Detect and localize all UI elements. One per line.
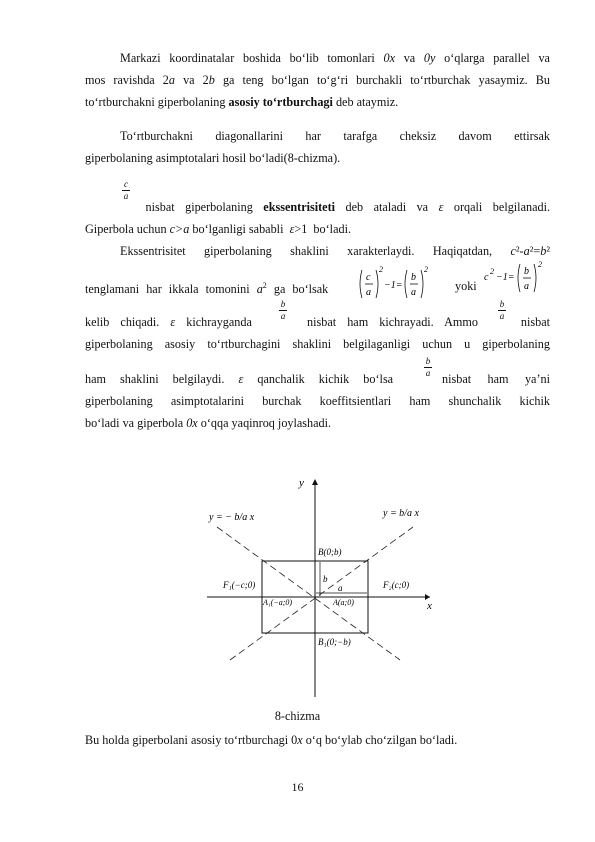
paragraph-4-line-5a: ham shaklini belgilaydi. ε qanchalik kichik bo‘lsa	[85, 372, 394, 386]
svg-text:a: a	[524, 281, 529, 292]
fraction-c-over-a: $\frac{c}{a}$	[123, 179, 129, 201]
point-a-label: A(a;0)	[333, 598, 354, 607]
svg-text:−1=: −1=	[496, 272, 515, 283]
svg-text:−1=: −1=	[384, 280, 403, 291]
asymptote-left-label: y = − b/a x	[209, 512, 255, 523]
fraction-b-over-a-1: $\frac{b}{a}$	[280, 299, 286, 321]
svg-text:2: 2	[538, 260, 542, 269]
svg-text:b: b	[411, 272, 416, 283]
closing-line: Bu holda giperbolani asosiy to‘rtburchagi 0x o‘q bo‘ylab cho‘zilgan bo‘ladi.	[85, 733, 458, 747]
page-number: 16	[291, 780, 304, 794]
fraction-b-over-a-2: $\frac{b}{a}$	[499, 299, 505, 321]
fraction-b-over-a-3: $\frac{b}{a}$	[425, 356, 431, 378]
svg-text:2: 2	[424, 265, 428, 274]
formula-c-squared	[482, 258, 550, 302]
paragraph-1-line-3: to‘rtburchakni giperbolaning asosiy to‘rtburchagi deb ataymiz.	[85, 95, 399, 109]
svg-text:2: 2	[490, 267, 494, 276]
svg-text:b: b	[524, 266, 529, 277]
point-b1-label: B₁(0;−b)	[318, 637, 351, 647]
segment-a-label: a	[338, 583, 343, 593]
paragraph-4-line-2a: tenglamani har ikkala tomonini $a^2$ ga bo‘lsak	[85, 281, 329, 297]
paragraph-1-line-1: Markazi koordinatalar boshida bo‘lib tomonlari 0x va 0y o‘qlarga parallel va	[120, 51, 550, 65]
paragraph-4-line-3a: kelib chiqadi. ε kichrayganda	[85, 315, 252, 329]
hyperbola-figure	[195, 475, 440, 700]
paragraph-4-line-3c: nisbat	[520, 315, 550, 329]
asymptote-right-label: y = b/a x	[383, 508, 419, 519]
focus-left-label: F₁(−c;0)	[223, 580, 256, 590]
svg-text:a: a	[411, 287, 416, 298]
paragraph-4-line-1: Ekssentrisitet giperbolaning shaklini xarakterlaydi. Haqiqatdan, c²-a²=b²	[120, 244, 550, 258]
point-b-label: B(0;b)	[318, 547, 342, 557]
svg-text:c: c	[484, 272, 489, 283]
focus-right-label: F₂(c;0)	[383, 580, 410, 590]
paragraph-2-line-2: giperbolaning asimptotalari hosil bo‘ladi(8-chizma).	[85, 151, 341, 165]
x-axis-label: x	[427, 600, 432, 612]
svg-text:2: 2	[379, 265, 383, 274]
paragraph-4-line-7: bo‘ladi va giperbola 0x o‘qqa yaqinroq joylashadi.	[85, 416, 332, 430]
svg-text:a: a	[366, 287, 371, 298]
point-a1-label: A₁(−a;0)	[263, 598, 293, 607]
paragraph-2-line-1: To‘rtburchakni diagonallarini har tarafga cheksiz davom ettirsak	[120, 129, 550, 143]
paragraph-1-line-2: mos ravishda 2a va 2b ga teng bo‘lgan to‘g‘ri burchakli to‘rtburchak yasaymiz. Bu	[85, 73, 550, 87]
y-axis-label: y	[299, 477, 304, 489]
paragraph-4-line-5b: nisbat ham ya’ni	[442, 372, 550, 386]
segment-b-label: b	[323, 574, 328, 584]
paragraph-3-line-2: Giperbola uchun c>a bo‘lganligi sababli ε>1 bo‘ladi.	[85, 222, 352, 236]
paragraph-3-line-1: nisbat giperbolaning ekssentrisiteti deb ataladi va ε orqali belgilanadi.	[135, 200, 551, 214]
asymptote-negative	[217, 527, 400, 660]
word-yoki: yoki	[455, 279, 477, 293]
formula-ratio-squared	[358, 262, 438, 306]
paragraph-4-line-3b: nisbat ham kichrayadi. Ammo	[307, 315, 478, 329]
paragraph-4-line-6: giperbolaning asimptotalarini burchak koeffitsientlari ham shunchalik kichik	[85, 394, 550, 408]
paragraph-4-line-4: giperbolaning asosiy to‘rtburchagini shaklini belgilaganligi uchun u giperbolaning	[85, 337, 550, 351]
figure-caption: 8-chizma	[274, 709, 321, 723]
svg-text:c: c	[366, 272, 371, 283]
